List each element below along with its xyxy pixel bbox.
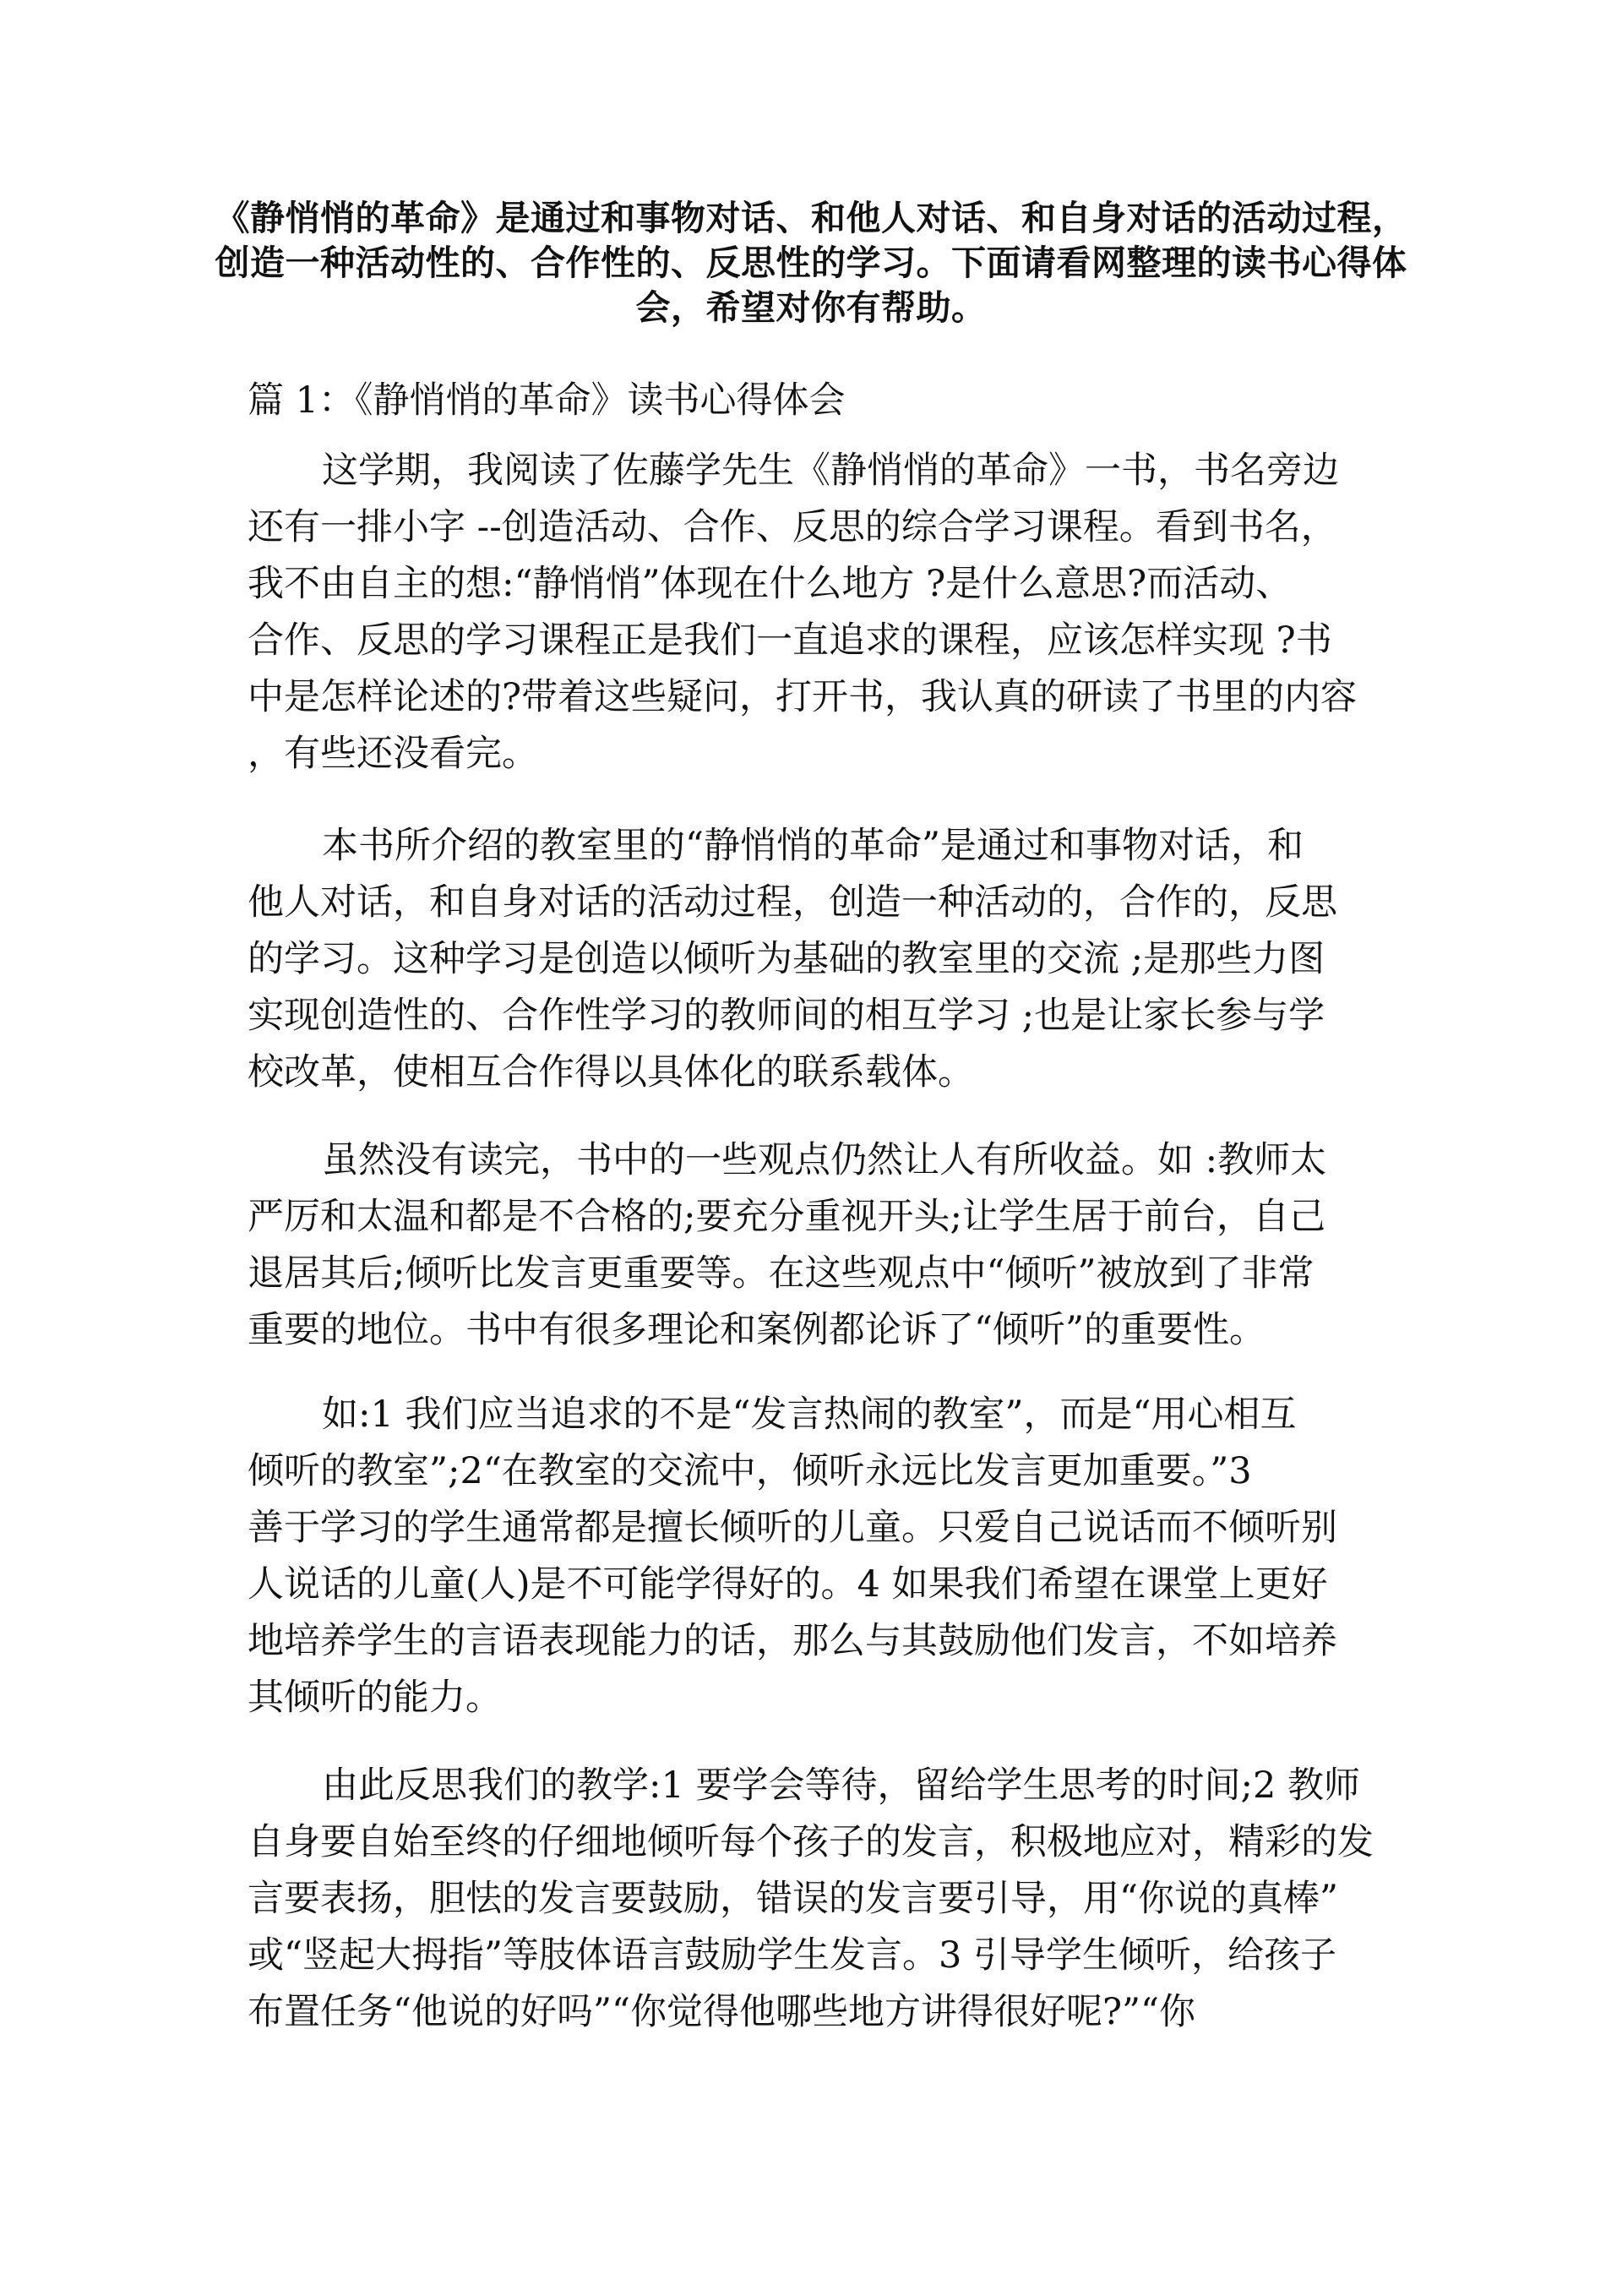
paragraph-line: 其倾听的能力。 xyxy=(248,1677,502,1719)
paragraph-line: 自身要自始至终的仔细地倾听每个孩子的发言，积极地应对，精彩的发 xyxy=(248,1821,1374,1863)
section-heading: 篇 1：《静悄悄的革命》读书心得体会 xyxy=(248,379,846,422)
paragraph-line: 虽然没有读完，书中的一些观点仍然让人有所收益。如 :教师太 xyxy=(322,1139,1327,1181)
paragraph-line: 重要的地位。书中有很多理论和案例都论诉了“倾听”的重要性。 xyxy=(248,1309,1265,1351)
paragraph-line: 这学期，我阅读了佐藤学先生《静悄悄的革命》一书，书名旁边 xyxy=(322,450,1339,492)
paragraph-line: ，有些还没看完。 xyxy=(248,733,538,775)
paragraph-line: 我不由自主的想:“静悄悄”体现在什么地方 ?是什么意思?而活动、 xyxy=(248,563,1293,605)
paragraph-line: 布置任务“他说的好吗”“你觉得他哪些地方讲得很好呢?”“你 xyxy=(248,1991,1195,2033)
intro-line: 创造一种活动性的、合作性的、反思性的学习。下面请看网整理的读书心得体 xyxy=(215,243,1407,283)
paragraph-line: 地培养学生的言语表现能力的话，那么与其鼓励他们发言，不如培养 xyxy=(248,1620,1337,1662)
paragraph-line: 校改革，使相互合作得以具体化的联系载体。 xyxy=(248,1051,974,1093)
paragraph-line: 人说话的儿童(人)是不可能学得好的。4 如果我们希望在课堂上更好 xyxy=(248,1563,1328,1606)
paragraph-line: 中是怎样论述的?带着这些疑问，打开书，我认真的研读了书里的内容 xyxy=(248,676,1358,718)
paragraph xyxy=(248,1387,1380,1726)
paragraph xyxy=(248,1758,1380,2041)
intro-line: 会，希望对你有帮助。 xyxy=(635,287,987,328)
paragraph xyxy=(248,443,1380,783)
paragraph-line: 本书所介绍的教室里的“静悄悄的革命”是通过和事物对话，和 xyxy=(322,825,1304,867)
paragraph-line: 退居其后;倾听比发言更重要等。在这些观点中“倾听”被放到了非常 xyxy=(248,1252,1314,1295)
paragraph-line: 他人对话，和自身对话的活动过程，创造一种活动的，合作的，反思 xyxy=(248,881,1337,924)
paragraph-line: 合作、反思的学习课程正是我们一直追求的课程，应该怎样实现 ?书 xyxy=(248,619,1332,662)
paragraph xyxy=(248,818,1380,1101)
paragraph-line: 言要表扬，胆怯的发言要鼓励，错误的发言要引导，用“你说的真棒” xyxy=(248,1878,1338,1920)
paragraph-line: 严厉和太温和都是不合格的;要充分重视开头;让学生居于前台，自己 xyxy=(248,1196,1325,1238)
paragraph-line: 由此反思我们的教学:1 要学会等待，留给学生思考的时间;2 教师 xyxy=(322,1764,1361,1807)
paragraph-line: 倾听的教室”;2“在教室的交流中，倾听永远比发言更加重要。”3 xyxy=(248,1450,1252,1492)
paragraph-line: 还有一排小字 --创造活动、合作、反思的综合学习课程。看到书名， xyxy=(248,506,1337,548)
paragraph-line: 善于学习的学生通常都是擅长倾听的儿童。只爱自己说话而不倾听别 xyxy=(248,1507,1337,1549)
paragraph-line: 或“竖起大拇指”等肢体语言鼓励学生发言。3 引导学生倾听，给孩子 xyxy=(248,1934,1336,1977)
intro-line: 《静悄悄的革命》是通过和事物对话、和他人对话、和自身对话的活动过程， xyxy=(215,198,1407,238)
paragraph-line: 的学习。这种学习是创造以倾听为基础的教室里的交流 ;是那些力图 xyxy=(248,938,1325,980)
intro-summary xyxy=(211,196,1411,330)
paragraph xyxy=(248,1132,1380,1359)
paragraph-line: 实现创造性的、合作性学习的教师间的相互学习 ;也是让家长参与学 xyxy=(248,995,1325,1037)
paragraph-line: 如:1 我们应当追求的不是“发言热闹的教室”，而是“用心相互 xyxy=(322,1393,1297,1436)
